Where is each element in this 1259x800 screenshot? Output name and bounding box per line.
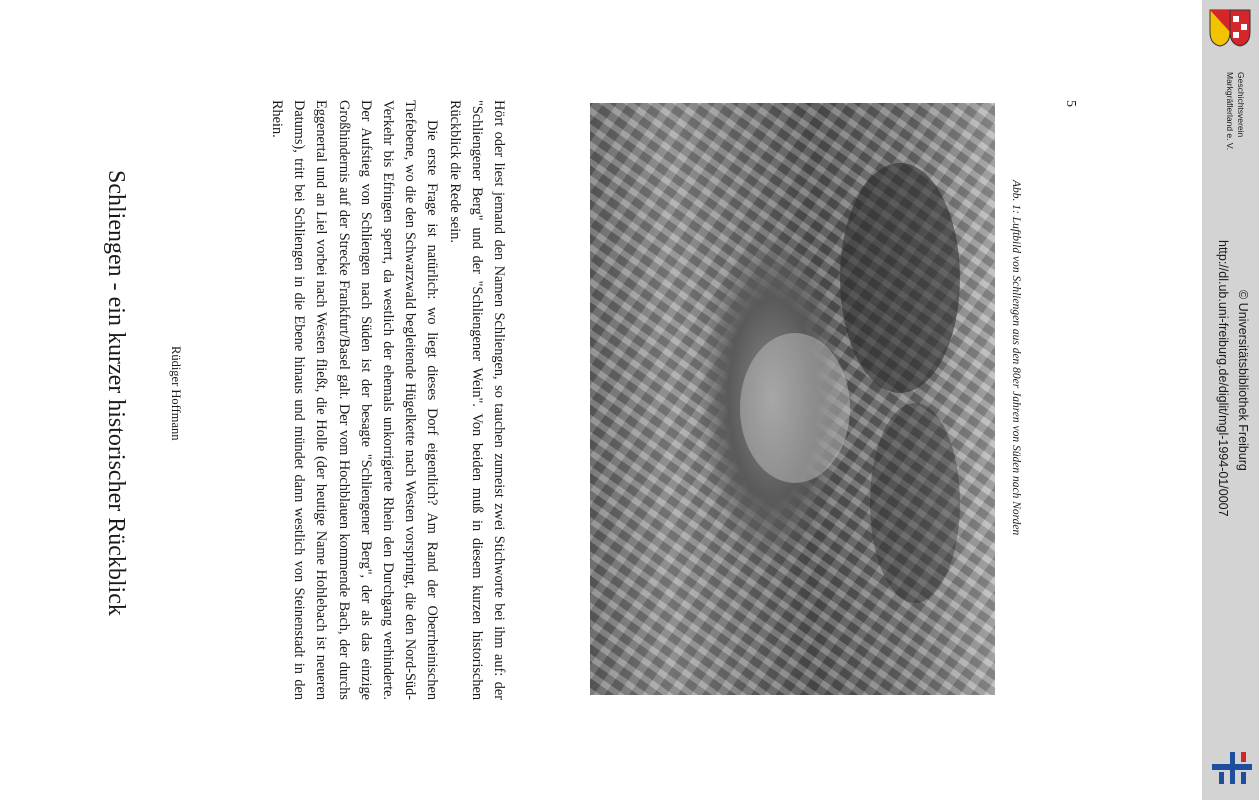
photo-village-core [740,333,850,483]
author-name: Rüdiger Hoffmann [169,346,183,441]
photo-forest-ridge-2 [870,403,960,603]
university-library-logo-icon [1210,748,1254,788]
paragraph-2: Die erste Frage ist natürlich: wo liegt dieses Dorf eigentlich? Am Rand der Oberrheinischen Tiefebene, wo die den Schwarzwald begleitende Hügelkette nach Westen vorspringt, die den Nord-Süd-Verkehr bis Efringen sperrt, da westlich der ehemals unkorrigierte Rhein den Durchgang verhinderte. Der Aufstieg von Schliengen nach Süden ist der besagte "Schliengener Berg", der als das einzige Großhindernis auf der Strecke Frankfurt/Basel galt. Der vom Hochblauen kommende Bach, der durchs Eggenertal und an Liel vorbei nach Westen fließt, die Holle (der heutige Name Hohlebach ist neueren Datums), tritt bei Schliengen in die Ebene hinaus und mündet dann westlich von Steinenstadt in den Rhein. [268,100,441,700]
article-title: Schliengen - ein kurzer historischer Rückblick [103,170,129,616]
figure-caption: Abb. 1: Luftbild von Schliengen aus den 80er Jahren von Süden nach Norden [1010,180,1022,536]
society-name [1224,72,1246,212]
source-url-link[interactable]: http://dl.ub.uni-freiburg.de/diglit/mgl-1994-01/0007 [1216,240,1230,517]
page-number: 5 [1063,100,1078,107]
society-crest-icon [1208,8,1252,48]
copyright-notice: © Universitätsbibliothek Freiburg [1236,290,1250,471]
society-line-2: Markgräflerland e. V. [1225,72,1235,151]
society-line-1: Geschichtsverein [1236,72,1246,138]
article-body [266,100,510,700]
aerial-photo [590,103,995,695]
paragraph-1: Hört oder liest jemand den Namen Schliengen, so tauchen zumeist zwei Stichworte bei ihm auf: der "Schliengener Berg" und der "Schliengener Wein". Von beiden muß in diesem kurzen historischen Rückblick die Rede sein. [446,100,507,700]
photo-forest-ridge [840,163,960,393]
